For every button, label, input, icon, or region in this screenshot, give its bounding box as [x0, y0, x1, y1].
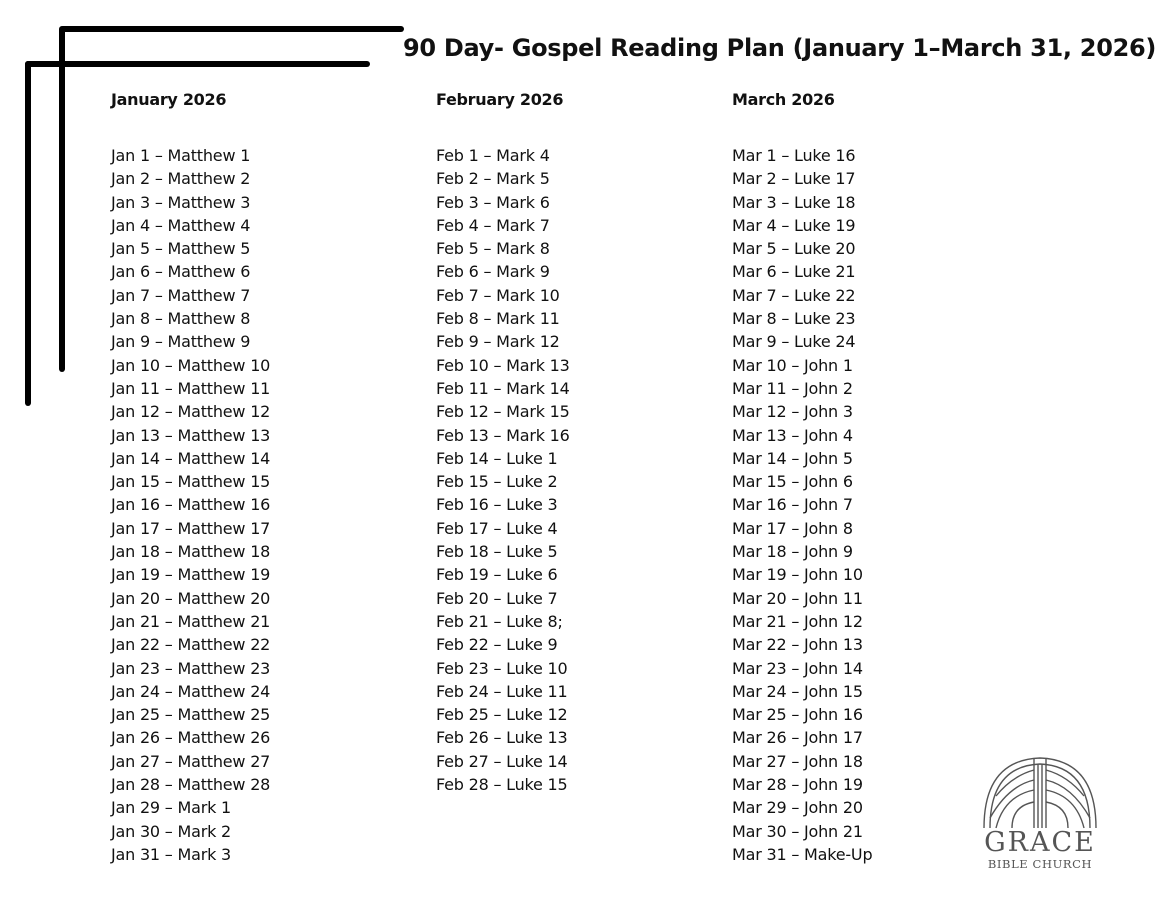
- reading-item: Jan 7 – Matthew 7: [111, 285, 251, 305]
- reading-item: Jan 25 – Matthew 25: [111, 705, 271, 725]
- reading-item: Jan 27 – Matthew 27: [111, 751, 271, 771]
- month-column-march: [732, 89, 872, 866]
- reading-item: Feb 6 – Mark 9: [436, 262, 550, 282]
- month-heading-march: March 2026: [732, 90, 835, 109]
- decorative-line-top-outer: [60, 26, 404, 32]
- reading-item: Feb 16 – Luke 3: [436, 495, 558, 515]
- reading-item: Mar 12 – John 3: [732, 402, 853, 422]
- reading-item: Feb 4 – Mark 7: [436, 215, 550, 235]
- reading-item: Mar 13 – John 4: [732, 425, 853, 445]
- reading-item: Jan 4 – Matthew 4: [111, 215, 251, 235]
- decorative-line-top-inner: [25, 61, 370, 67]
- reading-item: Feb 23 – Luke 10: [436, 658, 568, 678]
- reading-item: Jan 24 – Matthew 24: [111, 681, 271, 701]
- reading-item: Jan 3 – Matthew 3: [111, 192, 251, 212]
- reading-item: Mar 30 – John 21: [732, 821, 863, 841]
- reading-item: Mar 16 – John 7: [732, 495, 853, 515]
- reading-item: Mar 19 – John 10: [732, 565, 863, 585]
- reading-list-february: [436, 144, 570, 796]
- reading-item: Mar 20 – John 11: [732, 588, 863, 608]
- reading-item: Jan 15 – Matthew 15: [111, 472, 271, 492]
- reading-item: Mar 11 – John 2: [732, 378, 853, 398]
- reading-item: Mar 5 – Luke 20: [732, 239, 856, 259]
- logo-name: GRACE: [984, 827, 1096, 858]
- reading-item: Jan 5 – Matthew 5: [111, 239, 251, 259]
- reading-item: Feb 18 – Luke 5: [436, 542, 558, 562]
- reading-item: Jan 28 – Matthew 28: [111, 775, 271, 795]
- reading-item: Mar 3 – Luke 18: [732, 192, 856, 212]
- reading-item: Feb 14 – Luke 1: [436, 448, 558, 468]
- reading-item: Jan 23 – Matthew 23: [111, 658, 271, 678]
- month-heading-january: January 2026: [111, 90, 227, 109]
- reading-item: Feb 7 – Mark 10: [436, 285, 560, 305]
- reading-item: Jan 17 – Matthew 17: [111, 518, 271, 538]
- reading-item: Jan 21 – Matthew 21: [111, 611, 271, 631]
- reading-list-march: [732, 144, 872, 866]
- reading-item: Feb 22 – Luke 9: [436, 635, 558, 655]
- reading-item: Mar 27 – John 18: [732, 751, 863, 771]
- reading-item: Mar 7 – Luke 22: [732, 285, 856, 305]
- reading-item: Jan 12 – Matthew 12: [111, 402, 271, 422]
- reading-item: Mar 18 – John 9: [732, 542, 853, 562]
- reading-item: Feb 12 – Mark 15: [436, 402, 570, 422]
- decorative-line-left-inner: [25, 61, 31, 406]
- reading-list-january: [111, 144, 270, 866]
- reading-item: Mar 9 – Luke 24: [732, 332, 856, 352]
- reading-item: Feb 9 – Mark 12: [436, 332, 560, 352]
- reading-item: Jan 10 – Matthew 10: [111, 355, 271, 375]
- reading-item: Jan 20 – Matthew 20: [111, 588, 271, 608]
- reading-item: Feb 21 – Luke 8;: [436, 611, 563, 631]
- reading-item: Feb 15 – Luke 2: [436, 472, 558, 492]
- reading-item: Mar 22 – John 13: [732, 635, 863, 655]
- reading-item: Feb 28 – Luke 15: [436, 775, 568, 795]
- reading-item: Feb 26 – Luke 13: [436, 728, 568, 748]
- reading-item: Jan 29 – Mark 1: [111, 798, 232, 818]
- reading-item: Feb 27 – Luke 14: [436, 751, 568, 771]
- month-column-january: [111, 89, 270, 866]
- reading-item: Mar 15 – John 6: [732, 472, 853, 492]
- reading-item: Mar 14 – John 5: [732, 448, 853, 468]
- reading-item: Feb 11 – Mark 14: [436, 378, 570, 398]
- reading-item: Feb 25 – Luke 12: [436, 705, 568, 725]
- reading-item: Feb 3 – Mark 6: [436, 192, 550, 212]
- reading-item: Mar 31 – Make-Up: [732, 844, 873, 864]
- reading-item: Jan 22 – Matthew 22: [111, 635, 271, 655]
- reading-item: Mar 8 – Luke 23: [732, 309, 856, 329]
- reading-item: Mar 24 – John 15: [732, 681, 863, 701]
- reading-item: Mar 6 – Luke 21: [732, 262, 856, 282]
- reading-item: Jan 11 – Matthew 11: [111, 378, 271, 398]
- reading-item: Mar 29 – John 20: [732, 798, 863, 818]
- month-column-february: [436, 89, 570, 796]
- reading-item: Jan 8 – Matthew 8: [111, 309, 251, 329]
- reading-item: Feb 5 – Mark 8: [436, 239, 550, 259]
- reading-item: Jan 13 – Matthew 13: [111, 425, 271, 445]
- reading-item: Mar 4 – Luke 19: [732, 215, 856, 235]
- reading-item: Jan 1 – Matthew 1: [111, 146, 251, 165]
- reading-item: Feb 13 – Mark 16: [436, 425, 570, 445]
- reading-item: Feb 20 – Luke 7: [436, 588, 558, 608]
- reading-item: Feb 8 – Mark 11: [436, 309, 560, 329]
- church-window-arch-icon: [982, 756, 1098, 830]
- reading-item: Mar 25 – John 16: [732, 705, 863, 725]
- reading-item: Mar 26 – John 17: [732, 728, 863, 748]
- church-logo: [978, 756, 1102, 876]
- reading-item: Feb 24 – Luke 11: [436, 681, 568, 701]
- reading-item: Jan 6 – Matthew 6: [111, 262, 251, 282]
- reading-item: Mar 1 – Luke 16: [732, 146, 856, 165]
- reading-item: Feb 17 – Luke 4: [436, 518, 558, 538]
- reading-item: Mar 28 – John 19: [732, 775, 863, 795]
- reading-item: Jan 26 – Matthew 26: [111, 728, 271, 748]
- reading-item: Mar 17 – John 8: [732, 518, 853, 538]
- reading-item: Mar 2 – Luke 17: [732, 169, 856, 189]
- reading-item: Jan 30 – Mark 2: [111, 821, 232, 841]
- reading-item: Jan 18 – Matthew 18: [111, 542, 271, 562]
- reading-item: Jan 9 – Matthew 9: [111, 332, 251, 352]
- reading-item: Mar 21 – John 12: [732, 611, 863, 631]
- reading-item: Jan 16 – Matthew 16: [111, 495, 271, 515]
- reading-item: Feb 1 – Mark 4: [436, 146, 550, 165]
- logo-subtitle: BIBLE CHURCH: [987, 857, 1093, 871]
- month-heading-february: February 2026: [436, 90, 564, 109]
- reading-item: Mar 23 – John 14: [732, 658, 863, 678]
- decorative-line-left-outer: [59, 26, 65, 372]
- reading-item: Feb 19 – Luke 6: [436, 565, 558, 585]
- reading-item: Feb 2 – Mark 5: [436, 169, 550, 189]
- reading-item: Feb 10 – Mark 13: [436, 355, 570, 375]
- reading-item: Jan 14 – Matthew 14: [111, 448, 271, 468]
- reading-item: Jan 2 – Matthew 2: [111, 169, 251, 189]
- page-title: 90 Day- Gospel Reading Plan (January 1–March 31, 2026): [403, 34, 1157, 62]
- reading-item: Mar 10 – John 1: [732, 355, 853, 375]
- reading-item: Jan 19 – Matthew 19: [111, 565, 271, 585]
- reading-item: Jan 31 – Mark 3: [111, 844, 232, 864]
